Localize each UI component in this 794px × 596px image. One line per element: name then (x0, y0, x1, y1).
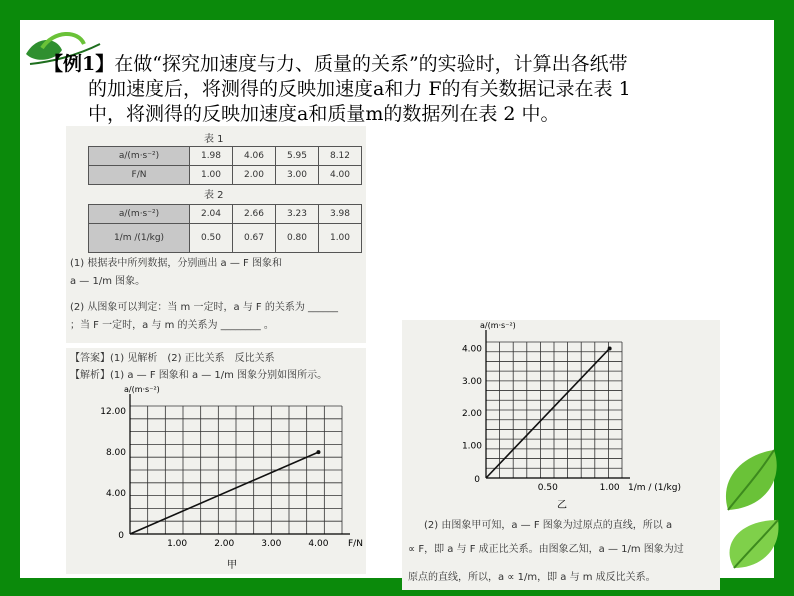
table1-row-b (89, 166, 362, 185)
y-axis-label: a/(m·s⁻²) (124, 386, 160, 394)
table-cell: 5.95 (276, 147, 319, 166)
x-axis-label: 1/m / (1/kg) (628, 483, 681, 493)
y-tick-label: 4.00 (461, 344, 482, 355)
answer-panel (66, 348, 366, 574)
data-line (130, 452, 318, 534)
data-point (316, 450, 320, 454)
table-cell: 8.12 (319, 147, 362, 166)
table-2 (88, 204, 362, 253)
table2-row-b (89, 224, 362, 253)
table-cell: 2.00 (233, 166, 276, 185)
question-1-line-1: (1) 根据表中所列数据，分别画出 a — F 图象和 (70, 258, 282, 269)
y-tick-label: 12.00 (100, 407, 126, 418)
explanation-line-2: ∝ F，即 a 与 F 成正比关系。由图象乙知，a — 1/m 图象为过 (408, 544, 684, 555)
y-tick-label: 1.00 (461, 441, 482, 452)
answer-line: 【答案】(1) 见解析 (2) 正比关系 反比关系 (70, 353, 275, 364)
question-2-line-2: ；当 F 一定时，a 与 m 的关系为 ________ 。 (70, 320, 274, 331)
analysis-line: 【解析】(1) a — F 图象和 a — 1/m 图象分别如图所示。 (70, 370, 328, 381)
table-cell: 2.04 (190, 205, 233, 224)
table1-header-a: a/(m·s⁻²) (89, 147, 190, 166)
x-tick-label: 4.00 (308, 539, 329, 549)
x-tick-label: 2.00 (214, 539, 235, 549)
table-cell: 3.23 (276, 205, 319, 224)
leaves-decoration-icon (716, 448, 790, 578)
table-cell: 3.98 (319, 205, 362, 224)
table1-row-a (89, 147, 362, 166)
x-tick-label: 0.50 (537, 483, 558, 493)
x-tick-label: 3.00 (261, 539, 282, 549)
chart-caption: 甲 (227, 560, 237, 571)
frame-left-bar (0, 0, 20, 596)
table1-header-b: F/N (89, 166, 190, 185)
x-axis-label: F/N (348, 539, 363, 549)
chart-a-inverse-m (402, 320, 720, 518)
problem-line-1: 在做“探究加速度与力、质量的关系”的实验时，计算出各纸带 (114, 53, 628, 75)
table-cell: 4.00 (319, 166, 362, 185)
origin-label: 0 (474, 475, 480, 485)
y-tick-label: 4.00 (105, 489, 126, 500)
table-1 (88, 146, 362, 185)
problem-line-2: 的加速度后，将测得的反映加速度a和力 F的有关数据记录在表 1 (88, 78, 631, 100)
table-cell: 1.00 (319, 224, 362, 253)
explanation-line-1: (2) 由图象甲可知，a — F 图象为过原点的直线，所以 a (424, 520, 673, 531)
table-cell: 1.98 (190, 147, 233, 166)
explanation-line-3: 原点的直线，所以，a ∝ 1/m，即 a 与 m 成反比关系。 (408, 572, 656, 583)
x-tick-label: 1.00 (167, 539, 188, 549)
chart-a-f (66, 386, 366, 574)
y-axis-label: a/(m·s⁻²) (480, 321, 516, 330)
explanation-panel (402, 320, 720, 590)
table-cell: 1.00 (190, 166, 233, 185)
chart-caption: 乙 (557, 500, 567, 511)
data-point (608, 346, 612, 350)
question-2-line-1: (2) 从图象可以判定：当 m 一定时，a 与 F 的关系为 ______ (70, 302, 339, 313)
y-tick-label: 3.00 (461, 376, 482, 387)
table1-caption: 表 1 (204, 134, 224, 145)
origin-label: 0 (118, 531, 124, 541)
example-label: 【例1】 (44, 53, 115, 75)
table-cell: 3.00 (276, 166, 319, 185)
table-cell: 0.67 (233, 224, 276, 253)
table-cell: 4.06 (233, 147, 276, 166)
table-cell: 0.50 (190, 224, 233, 253)
frame-top-bar (0, 0, 794, 20)
y-tick-label: 2.00 (461, 409, 482, 420)
table2-caption: 表 2 (204, 190, 224, 201)
x-tick-label: 1.00 (599, 483, 620, 493)
y-tick-label: 8.00 (105, 448, 126, 459)
question-panel (66, 126, 366, 343)
table2-header-a: a/(m·s⁻²) (89, 205, 190, 224)
table2-row-a (89, 205, 362, 224)
question-1-line-2: a — 1/m 图象。 (70, 276, 146, 287)
problem-line-3: 中，将测得的反映加速度a和质量m的数据列在表 2 中。 (88, 103, 560, 125)
problem-statement (44, 52, 734, 127)
table-cell: 2.66 (233, 205, 276, 224)
table2-header-b: 1/m /(1/kg) (89, 224, 190, 253)
table-cell: 0.80 (276, 224, 319, 253)
